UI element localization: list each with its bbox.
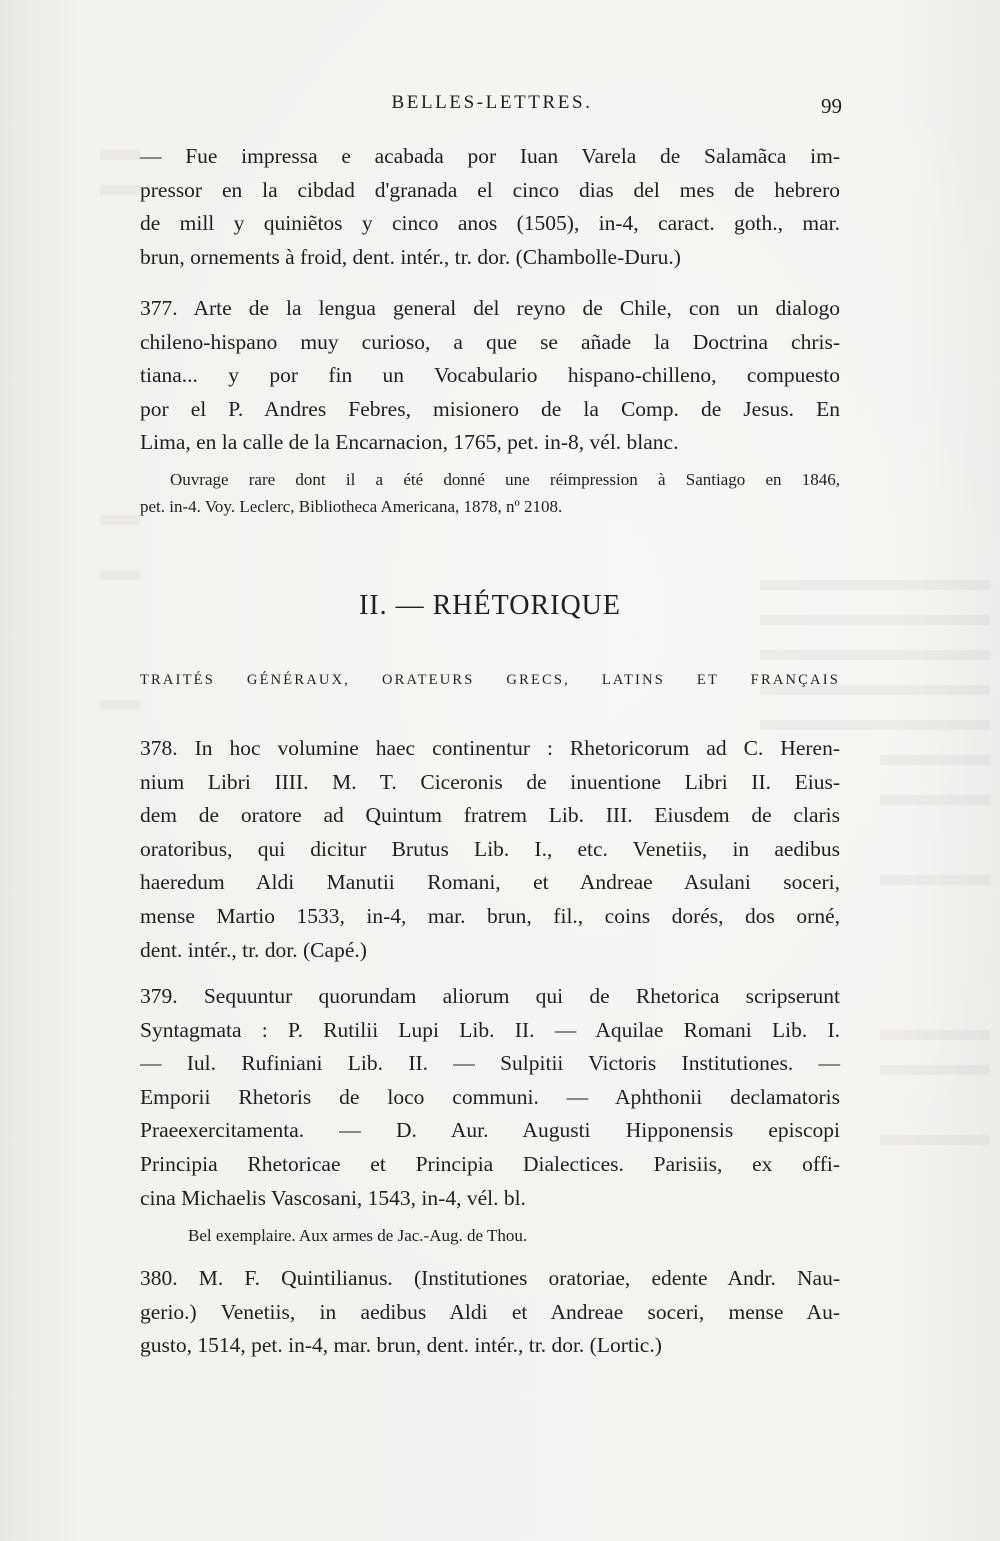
- text-line: nium Libri IIII. M. T. Ciceronis de inuentione Libri II. Eius-: [140, 769, 840, 794]
- text-line: gusto, 1514, pet. in-4, mar. brun, dent. intér., tr. dor. (Lortic.): [140, 1333, 662, 1358]
- entry-379: [140, 980, 840, 1215]
- entry-377: [140, 292, 840, 460]
- text-line: Syntagmata : P. Rutilii Lupi Lib. II. — Aquilae Romani Lib. I.: [140, 1017, 840, 1042]
- text-line: 378. In hoc volumine haec continentur : Rhetoricorum ad C. Heren-: [140, 736, 840, 760]
- section-title: II. — RHÉTORIQUE: [358, 590, 621, 621]
- text-line: pressor en la cibdad d'granada el cinco dias del mes de hebrero: [140, 177, 840, 202]
- text-line: de mill y quiniẽtos y cinco anos (1505), in-4, caract. goth., mar.: [140, 211, 840, 236]
- text-line: 380. M. F. Quintilianus. (Institutiones oratoriae, edente Andr. Nau-: [140, 1266, 840, 1290]
- entry-376-continuation: [140, 140, 840, 274]
- text-line: chileno-hispano muy curioso, a que se añade la Doctrina chris-: [140, 329, 840, 354]
- running-title: BELLES-LETTRES.: [391, 92, 593, 113]
- text-line: — Fue impressa e acabada por Iuan Varela de Salamãca im-: [140, 144, 840, 168]
- text-line: haeredum Aldi Manutii Romani, et Andreae Asulani soceri,: [140, 870, 840, 895]
- text-line: 377. Arte de la lengua general del reyno de Chile, con un dialogo: [140, 296, 840, 320]
- entry-377-note: [140, 466, 840, 520]
- text-line: 379. Sequuntur quorundam aliorum qui de Rhetorica scripserunt: [140, 984, 840, 1008]
- text-line: gerio.) Venetiis, in aedibus Aldi et Andreae soceri, mense Au-: [140, 1299, 840, 1324]
- entry-380: [140, 1262, 840, 1363]
- text-line: Emporii Rhetoris de loco communi. — Aphthonii declamatoris: [140, 1084, 840, 1109]
- text-line: dem de oratore ad Quintum fratrem Lib. III. Eiusdem de claris: [140, 803, 840, 828]
- text-line: tiana... y por fin un Vocabulario hispano-chilleno, compuesto: [140, 363, 840, 388]
- text-line: Principia Rhetoricae et Principia Dialectices. Parisiis, ex offi-: [140, 1151, 840, 1176]
- text-line: Praeexercitamenta. — D. Aur. Augusti Hipponensis episcopi: [140, 1118, 840, 1143]
- text-line: por el P. Andres Febres, misionero de la Comp. de Jesus. En: [140, 396, 840, 421]
- entry-379-note: Bel exemplaire. Aux armes de Jac.-Aug. de Thou.: [188, 1226, 528, 1245]
- text-line: oratoribus, qui dicitur Brutus Lib. I., etc. Venetiis, in aedibus: [140, 836, 840, 861]
- entry-378: [140, 732, 840, 967]
- section-subheading: TRAITÉS GÉNÉRAUX, ORATEURS GRECS, LATINS ET FRANÇAIS: [140, 672, 840, 688]
- text-line: mense Martio 1533, in-4, mar. brun, fil., coins dorés, dos orné,: [140, 903, 840, 928]
- page-header: [142, 92, 842, 122]
- page-number: 99: [821, 94, 842, 118]
- note-line: Ouvrage rare dont il a été donné une réimpression à Santiago en 1846,: [170, 470, 840, 489]
- text-line: cina Michaelis Vascosani, 1543, in-4, vél. bl.: [140, 1185, 526, 1210]
- note-line: pet. in-4. Voy. Leclerc, Bibliotheca Americana, 1878, nº 2108.: [140, 497, 563, 516]
- text-line: dent. intér., tr. dor. (Capé.): [140, 937, 367, 962]
- text-line: — Iul. Rufiniani Lib. II. — Sulpitii Victoris Institutiones. —: [140, 1051, 840, 1076]
- text-line: Lima, en la calle de la Encarnacion, 1765, pet. in-8, vél. blanc.: [140, 430, 679, 455]
- text-line: brun, ornements à froid, dent. intér., tr. dor. (Chambolle-Duru.): [140, 244, 681, 269]
